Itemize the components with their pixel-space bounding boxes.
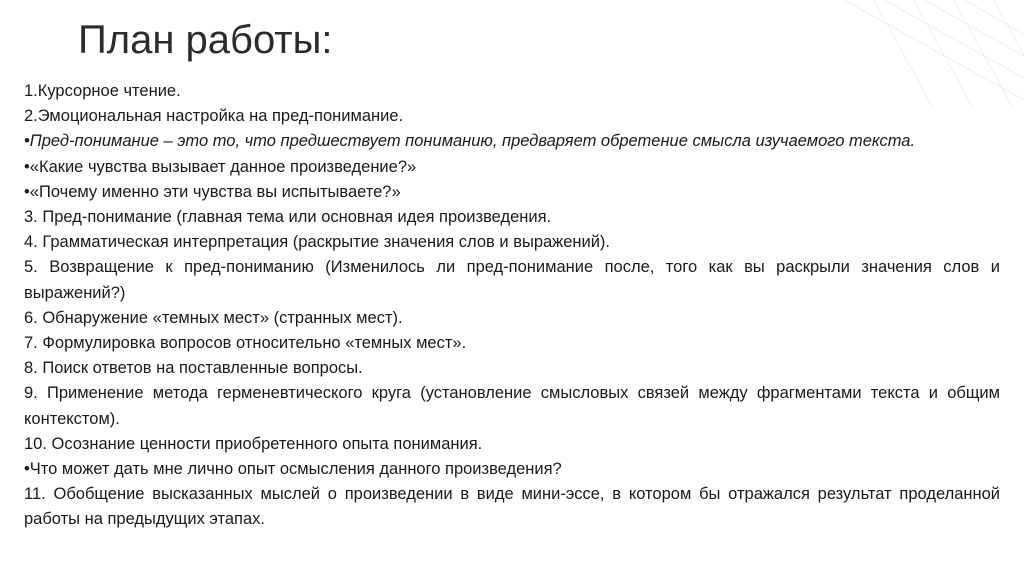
list-item: •«Почему именно эти чувства вы испытываете?» [24,182,401,201]
content-list [24,79,1000,533]
list-item: •Пред-понимание – это то, что предшествует пониманию, предваряет обретение смысла изучаемого текста. [24,132,916,151]
list-item: 3. Пред-понимание (главная тема или основная идея произведения. [24,208,552,227]
slide-title: План работы: [78,18,333,62]
list-item: 6. Обнаружение «темных мест» (странных мест). [24,308,403,327]
list-item: •«Какие чувства вызывает данное произведение?» [24,157,417,176]
list-item: •Что может дать мне лично опыт осмысления данного произведения? [24,460,562,479]
list-item: 2.Эмоциональная настройка на пред-понимание. [24,107,404,126]
list-item: 10. Осознание ценности приобретенного опыта понимания. [24,434,483,453]
list-item: 5. Возвращение к пред-пониманию (Изменилось ли пред-понимание после, того как вы раскрыли значения слов и выражений?) [24,258,1000,302]
list-item: 9. Применение метода герменевтического круга (установление смысловых связей между фрагментами текста и общим контекстом). [24,384,1000,428]
list-item: 7. Формулировка вопросов относительно «темных мест». [24,334,467,353]
list-item: 4. Грамматическая интерпретация (раскрытие значения слов и выражений). [24,233,611,252]
list-item: 8. Поиск ответов на поставленные вопросы. [24,359,363,378]
list-item: 1.Курсорное чтение. [24,82,181,100]
list-item: 11. Обобщение высказанных мыслей о произведении в виде мини-эссе, в котором бы отражался результат проделанной работы на предыдущих этапах. [24,485,1000,529]
